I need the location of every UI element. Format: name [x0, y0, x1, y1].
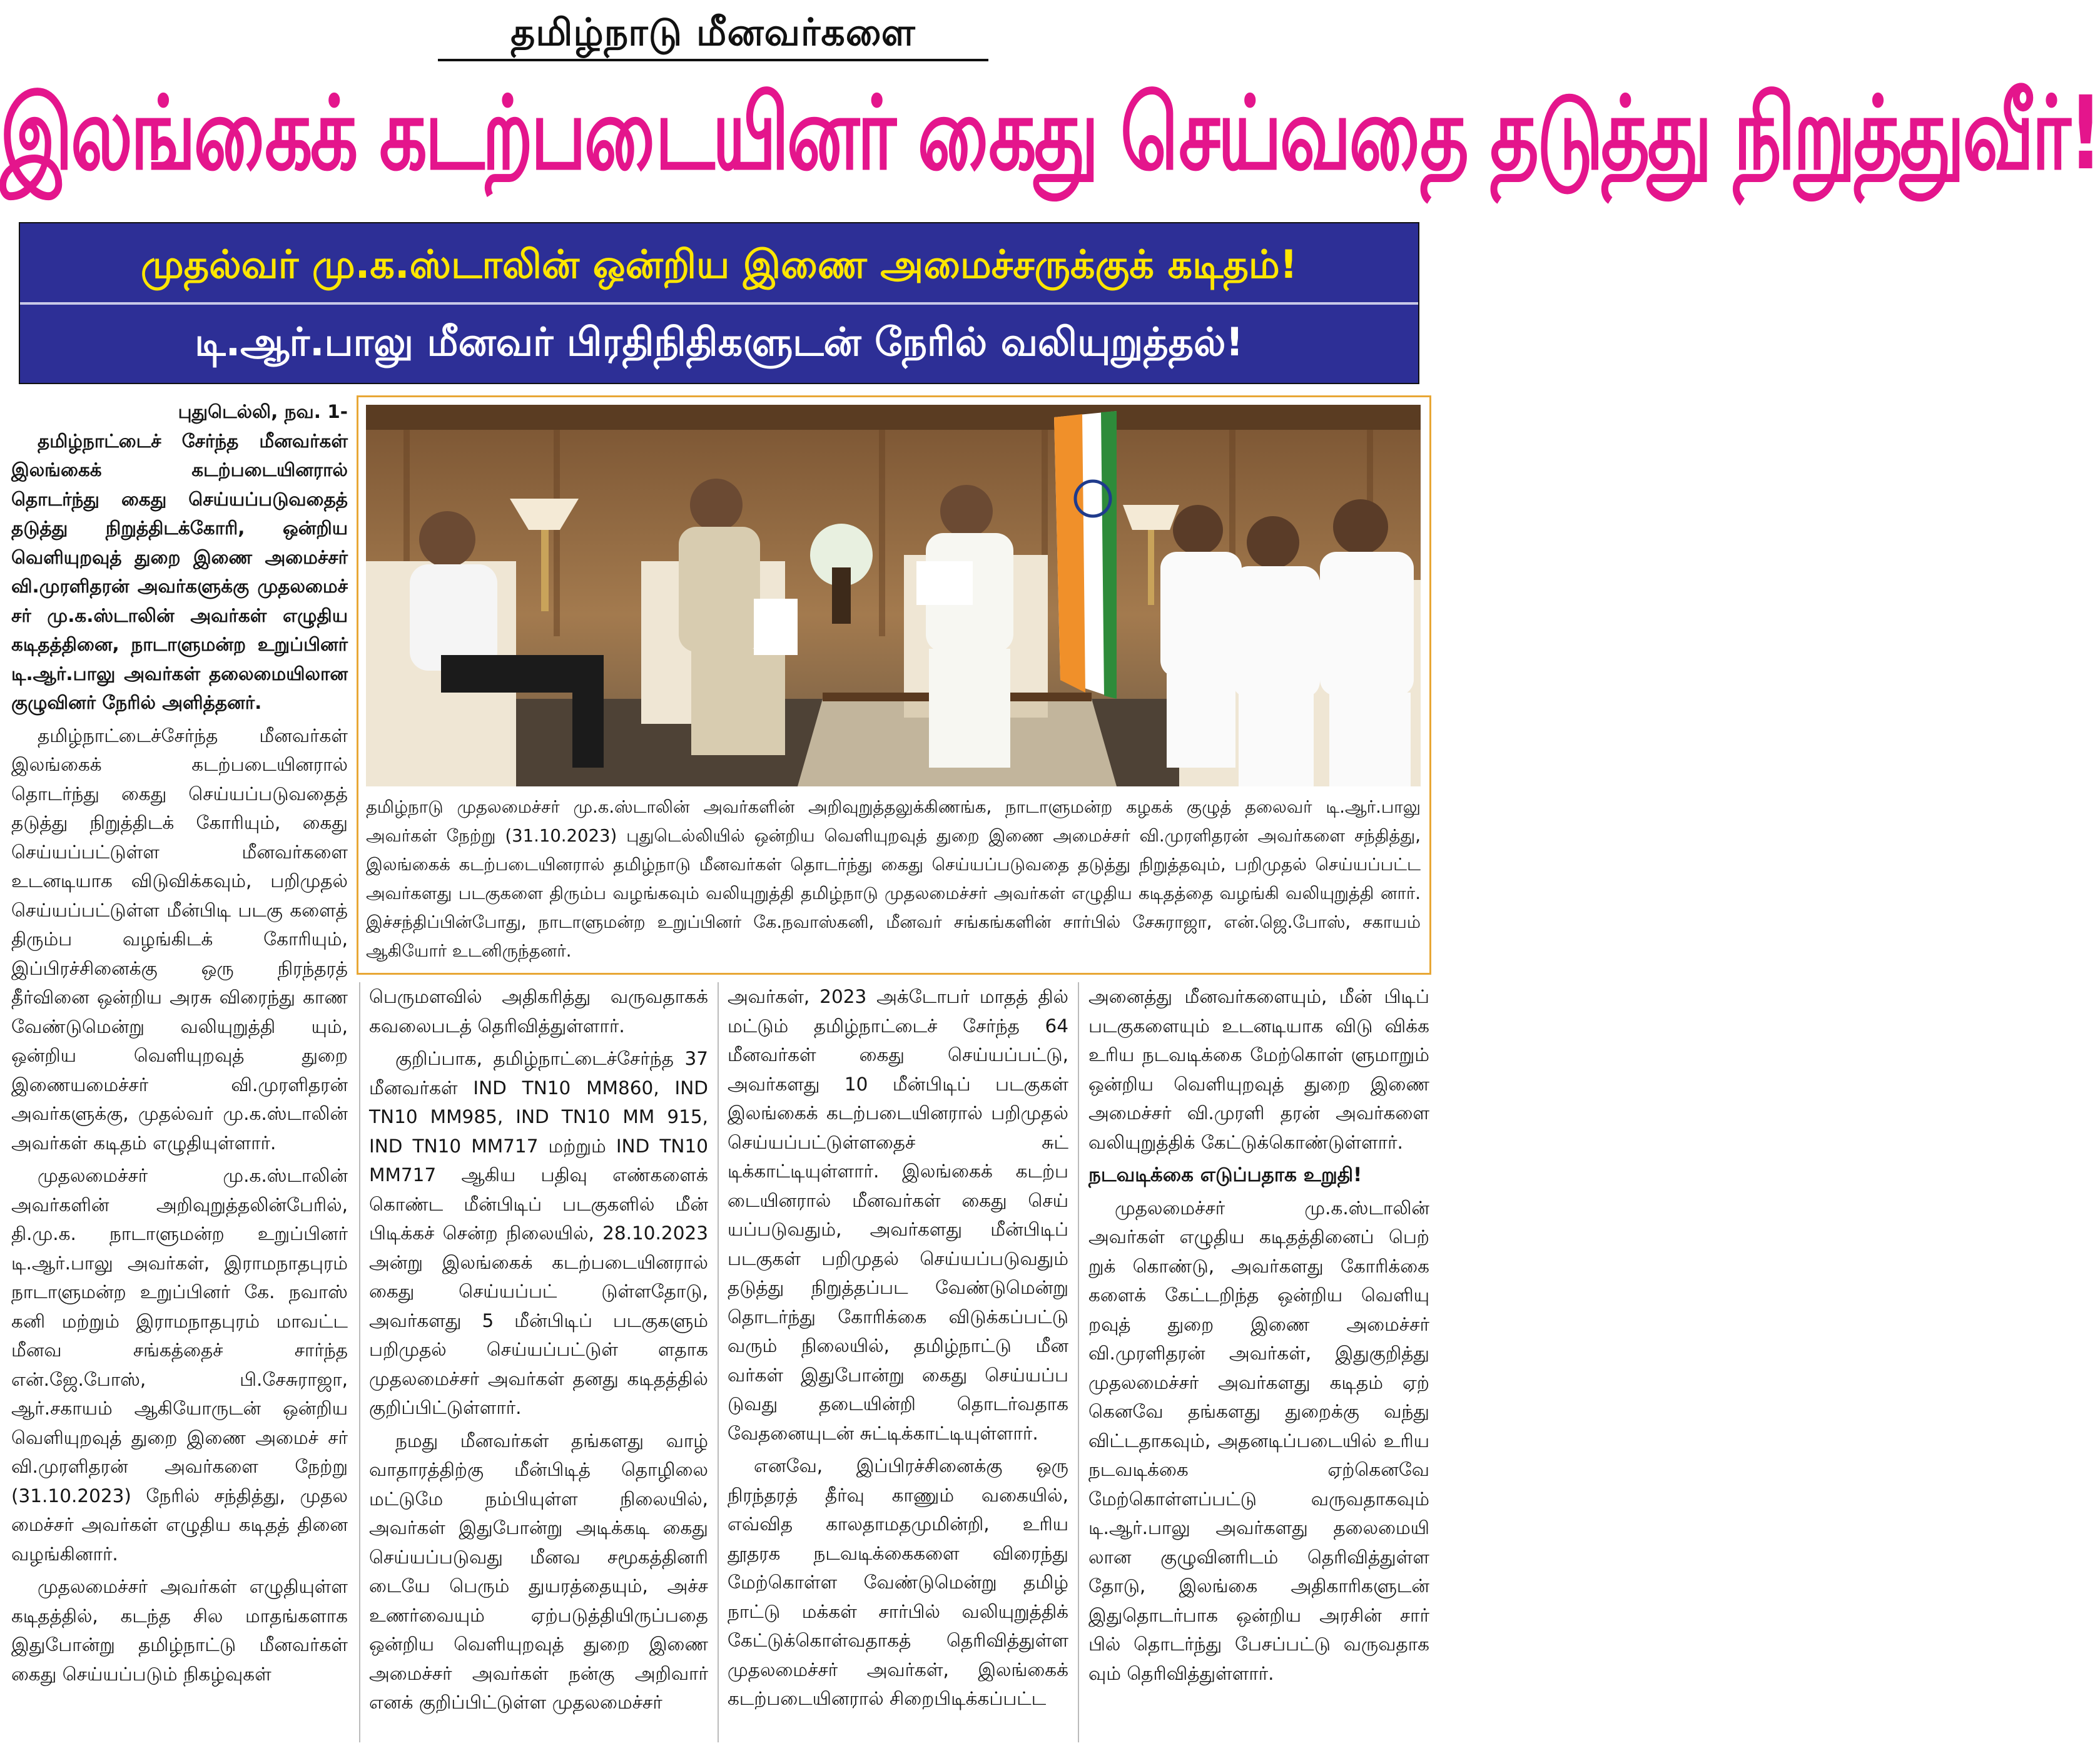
article-subheading: நடவடிக்கை எடுப்பதாக உறுதி!	[1088, 1164, 1362, 1186]
article-paragraph: பெருமளவில் அதிகரித்து வருவதாகக் கவலைபடத் தெரிவித்துள்ளார்.	[369, 986, 708, 1037]
meeting-photo-illustration	[366, 405, 1421, 786]
kicker-heading: தமிழ்நாடு மீனவர்களை	[438, 6, 988, 61]
dateline: புதுடெல்லி, நவ. 1-	[178, 401, 348, 422]
article-column-4	[1088, 982, 1429, 1742]
article-paragraph: அவர்கள், 2023 அக்டோபர் மாதத் தில் மட்டும் தமிழ்நாட்டைச் சேர்ந்த 64 மீனவர்கள் கைது செய்யப்பட்டு, அவர்களது 10 மீன்பிடிப் படகுகள் இலங்கைக் கடற்படையினரால் பறிமுதல் செய்யப்பட்டுள்ளதைச் சுட் டிக்காட்டியுள்ளார். இலங்கைக் கடற்ப டையினரால் மீனவர்கள் கைது செய் யப்படுவதும், அவர்களது மீன்பிடிப் படகுகள் பறிமுதல் செய்யப்படுவதும் தடுத்து நிறுத்தப்பட வேண்டுமென்று தொடர்ந்து கோரிக்கை விடுக்கப்பட்டு வரும் நிலையில், தமிழ்நாட்டு மீன வர்கள் இதுபோன்று கைது செய்யப்ப டுவது தடையின்றி தொடர்வதாக வேதனையுடன் சுட்டிக்காட்டியுள்ளார்.	[728, 986, 1068, 1444]
persons-right	[1160, 499, 1414, 786]
article-paragraph: நமது மீனவர்கள் தங்களது வாழ் வாதாரத்திற்கு மீன்பிடித் தொழிலை மட்டுமே நம்பியுள்ள நிலையில், அவர்கள் இதுபோன்று அடிக்கடி கைது செய்யப்படுவது மீனவ சமூகத்தினரி டையே பெரும் துயரத்தையும், அச்ச உணர்வையும் ஏற்படுத்தியிருப்பதை ஒன்றிய வெளியுறவுத் துறை இணை அமைச்சர் அவர்கள் நன்கு அறிவார் எனக் குறிப்பிட்டுள்ள முதலமைச்சர்	[369, 1430, 708, 1713]
article-paragraph: அனைத்து மீனவர்களையும், மீன் பிடிப் படகுகளையும் உடனடியாக விடு விக்க உரிய நடவடிக்கை மேற்கொள் ளுமாறும் ஒன்றிய வெளியுறவுத் துறை இணை அமைச்சர் வி.முரளி தரன் அவர்களை வலியுறுத்திக் கேட்டுக்கொண்டுள்ளார்.	[1088, 986, 1429, 1153]
article-paragraph: எனவே, இப்பிரச்சினைக்கு ஒரு நிரந்தரத் தீர்வு காணும் வகையில், எவ்வித காலதாமதமுமின்றி, உரிய தூதரக நடவடிக்கைகளை விரைந்து மேற்கொள்ள வேண்டுமென்று தமிழ் நாட்டு மக்கள் சார்பில் வலியுறுத்திக் கேட்டுக்கொள்வதாகத் தெரிவித்துள்ள முதலமைச்சர் அவர்கள், இலங்கைக் கடற்படையினரால் சிறைபிடிக்கப்பட்ட	[728, 1455, 1068, 1709]
article-lead: தமிழ்நாட்டைச் சேர்ந்த மீனவர்கள் இலங்கைக் கடற்படையினரால் தொடர்ந்து கைது செய்யப்படுவதைத் தடுத்து நிறுத்திடக்கோரி, ஒன்றிய வெளியுறவுத் துறை இணை அமைச்சர் வி.முரளிதரன் அவர்களுக்கு முதலமைச் சர் மு.க.ஸ்டாலின் அவர்கள் எழுதிய கடிதத்தினை, நாடாளுமன்ற உறுப்பினர் டி.ஆர்.பாலு அவர்கள் தலைமையிலான குழுவினர் நேரில் அளித்தனர்.	[11, 430, 348, 713]
article-column-2	[369, 982, 708, 1742]
main-headline: இலங்கைக் கடற்படையினர் கைது செய்வதை தடுத்து நிறுத்துவீர்!	[0, 75, 2100, 193]
banner-line-2: டி.ஆர்.பாலு மீனவர் பிரதிநிதிகளுடன் நேரில் வலியுறுத்தல்!	[195, 319, 1244, 365]
article-paragraph: முதலமைச்சர் மு.க.ஸ்டாலின் அவர்களின் அறிவுறுத்தலின்பேரில், தி.மு.க. நாடாளுமன்ற உறுப்பினர் டி.ஆர்.பாலு அவர்கள், இராமநாதபுரம் நாடாளுமன்ற உறுப்பினர் கே. நவாஸ் கனி மற்றும் இராமநாதபுரம் மாவட்ட மீனவ சங்கத்தைச் சார்ந்த என்.ஜே.போஸ், பி.சேசுராஜா, ஆர்.சகாயம் ஆகியோருடன் ஒன்றிய வெளியுறவுத் துறை இணை அமைச் சர் வி.முரளிதரன் அவர்களை நேற்று (31.10.2023) நேரில் சந்தித்து, முதல மைச்சர் அவர்கள் எழுதிய கடிதத் தினை வழங்கினார்.	[11, 1165, 348, 1565]
banner-divider	[20, 302, 1418, 305]
photo-frame	[357, 395, 1431, 975]
article-column-3	[728, 982, 1068, 1742]
banner-line-1: முதல்வர் மு.க.ஸ்டாலின் ஒன்றிய இணை அமைச்சருக்குக் கடிதம்!	[140, 241, 1298, 287]
column-rule	[359, 982, 360, 1742]
article-paragraph: முதலமைச்சர் மு.க.ஸ்டாலின் அவர்கள் எழுதிய கடிதத்தினைப் பெற் றுக் கொண்டு, அவர்களது கோரிக்கை களைக் கேட்டறிந்த ஒன்றிய வெளியு றவுத் துறை இணை அமைச்சர் வி.முரளிதரன் அவர்கள், இதுகுறித்து முதலமைச்சர் அவர்களது கடிதம் ஏற் கெனவே தங்களது துறைக்கு வந்து விட்டதாகவும், அதனடிப்படையில் உரிய நடவடிக்கை ஏற்கெனவே மேற்கொள்ளப்பட்டு வருவதாகவும் டி.ஆர்.பாலு அவர்களது தலைமையி லான குழுவினரிடம் தெரிவித்துள்ள தோடு, இலங்கை அதிகாரிகளுடன் இதுதொடர்பாக ஒன்றிய அரசின் சார் பில் தொடர்ந்து பேசப்பட்டு வருவதாக வும் தெரிவித்துள்ளார்.	[1088, 1197, 1429, 1684]
photo-caption: தமிழ்நாடு முதலமைச்சர் மு.க.ஸ்டாலின் அவர்களின் அறிவுறுத்தலுக்கிணங்க, நாடாளுமன்ற கழகக் குழுத் தலைவர் டி.ஆர்.பாலு அவர்கள் நேற்று (31.10.2023) புதுடெல்லியில் ஒன்றிய வெளியுறவுத் துறை இணை அமைச்சர் வி.முரளிதரன் அவர்களை சந்தித்து, இலங்கைக் கடற்படையினரால் தமிழ்நாடு மீனவர்கள் தொடர்ந்து கைது செய்யப்படுவதை தடுத்து நிறுத்தவும், பறிமுதல் செய்யப்பட்ட அவர்களது படகுகளை திரும்ப வழங்கவும் வலியுறுத்தி தமிழ்நாடு முதலமைச்சர் அவர்கள் எழுதிய கடிதத்தை வழங்கி வலியுறுத்தி னார். இச்சந்திப்பின்போது, நாடாளுமன்ற உறுப்பினர் கே.நவாஸ்கனி, மீனவர் சங்கங்களின் சார்பில் சேசுராஜா, என்.ஜெ.போஸ், சகாயம் ஆகியோர் உடனிருந்தனர்.	[366, 797, 1421, 961]
article-paragraph: தமிழ்நாட்டைச்சேர்ந்த மீனவர்கள் இலங்கைக் கடற்படையினரால் தொடர்ந்து கைது செய்யப்படுவதைத் தடுத்து நிறுத்திடக் கோரியும், கைது செய்யப்பட்டுள்ள மீனவர்களை உடனடியாக விடுவிக்கவும், பறிமுதல் செய்யப்பட்டுள்ள மீன்பிடி படகு களைத் திரும்ப வழங்கிடக் கோரியும், இப்பிரச்சினைக்கு ஒரு நிரந்தரத் தீர்வினை ஒன்றிய அரசு விரைந்து காண வேண்டுமென்று வலியுறுத்தி யும், ஒன்றிய வெளியுறவுத் துறை இணையமைச்சர் வி.முரளிதரன் அவர்களுக்கு, முதல்வர் மு.க.ஸ்டாலின் அவர்கள் கடிதம் எழுதியுள்ளார்.	[11, 724, 348, 1154]
article-column-1	[11, 397, 348, 1742]
column-rule	[1078, 982, 1079, 1742]
column-rule	[718, 982, 719, 1742]
meeting-photo	[366, 405, 1421, 786]
article-paragraph: முதலமைச்சர் அவர்கள் எழுதியுள்ள கடிதத்தில், கடந்த சில மாதங்களாக இதுபோன்று தமிழ்நாட்டு மீனவர்கள் கைது செய்யப்படும் நிகழ்வுகள்	[11, 1576, 348, 1685]
article-paragraph: குறிப்பாக, தமிழ்நாட்டைச்சேர்ந்த 37 மீனவர்கள் IND TN10 MM860, IND TN10 MM985, IND TN10 MM 915, IND TN10 MM717 மற்றும் IND TN10 MM717 ஆகிய பதிவு எண்களைக் கொண்ட மீன்பிடிப் படகுகளில் மீன் பிடிக்கச் சென்ற நிலையில், 28.10.2023 அன்று இலங்கைக் கடற்படையினரால் கைது செய்யப்பட் டுள்ளதோடு, அவர்களது 5 மீன்பிடிப் படகுகளும் பறிமுதல் செய்யப்பட்டுள் ளதாக முதலமைச்சர் அவர்கள் தனது கடிதத்தில் குறிப்பிட்டுள்ளார்.	[369, 1048, 708, 1418]
subheadline-banner	[19, 222, 1419, 384]
